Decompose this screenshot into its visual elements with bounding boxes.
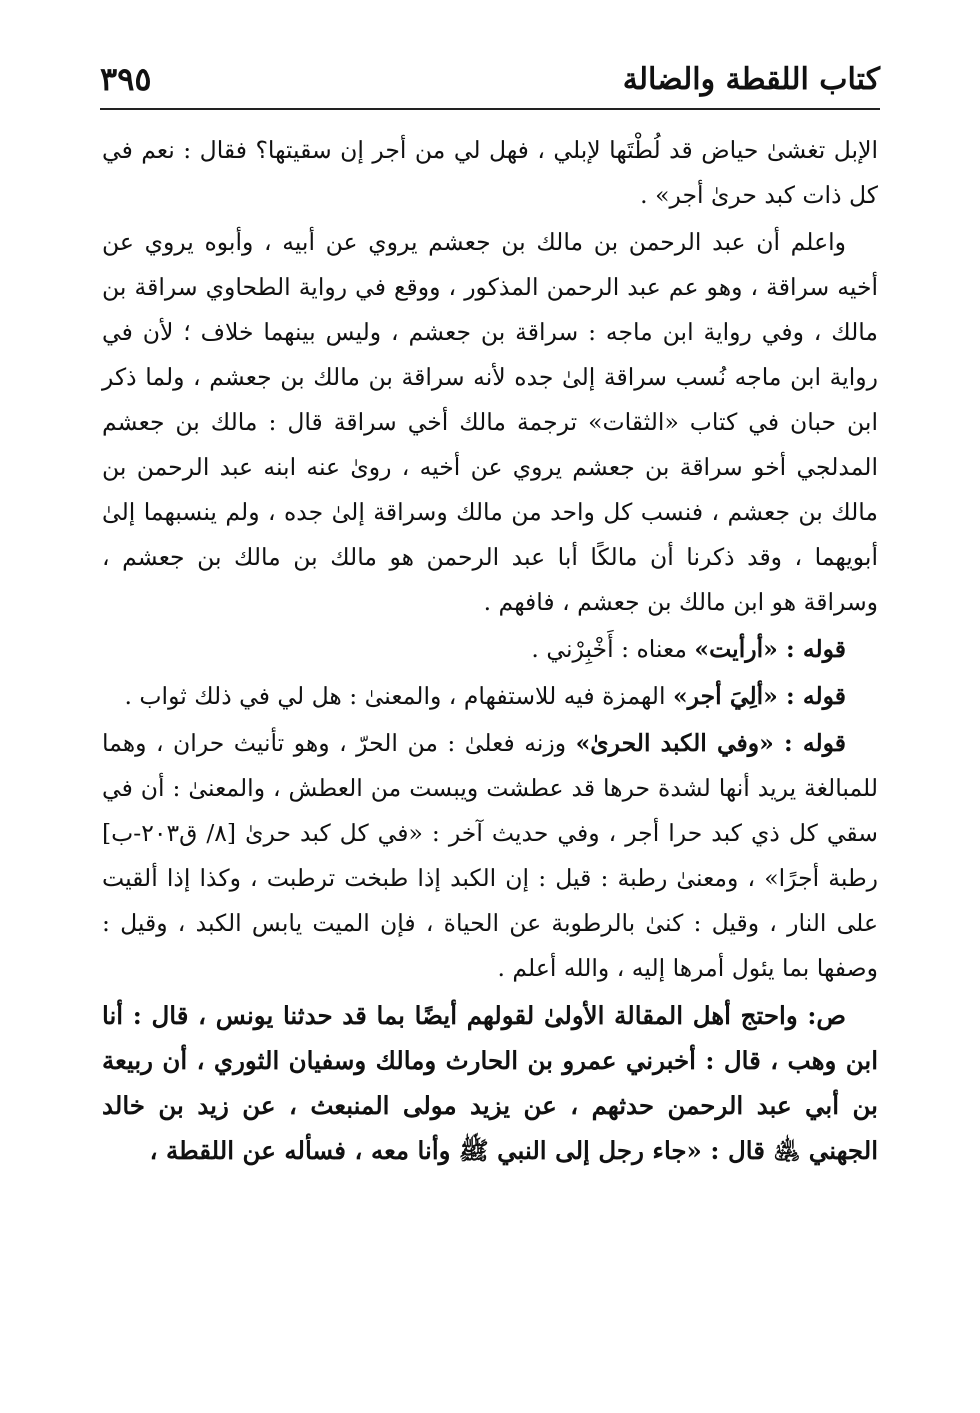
running-title: كتاب اللقطة والضالة [622, 62, 880, 97]
paragraph-text: ص: واحتج أهل المقالة الأولىٰ لقولهم أيضًا بما قد حدثنا يونس ، قال : أنا ابن وهب ، قال : أخبرني عمرو بن الحارث ومالك وسفيان الثوري ، أن ربيعة بن أبي عبد الرحمن حدثهم ، عن يزيد مولى المنبعث ، عن زيد بن خالد الجهني ﵁ قال : «جاء رجل إلى النبي ﷺ وأنا معه ، فسأله عن اللقطة ، [102, 1001, 878, 1165]
paragraph-text: الهمزة فيه للاستفهام ، والمعنىٰ : هل لي في ذلك ثواب . [124, 682, 673, 710]
gloss-lead: قوله : «وفي الكبد الحرىٰ» [575, 729, 847, 757]
paragraph-commentary [102, 220, 878, 625]
paragraph-main-text [102, 993, 878, 1173]
paragraph-text: معناه : أَخْبِرْني . [531, 635, 695, 663]
paragraph-gloss [102, 721, 878, 991]
header-rule [100, 108, 880, 110]
page-header [100, 58, 880, 106]
paragraph-gloss [102, 627, 878, 672]
paragraph-text: واعلم أن عبد الرحمن بن مالك بن جعشم يروي عن أبيه ، وأبوه يروي عن أخيه سراقة ، وهو عم عبد الرحمن المذكور ، ووقع في رواية الطحاوي سراقة بن مالك ، وفي رواية ابن ماجه : سراقة بن جعشم ، وليس بينهما خلاف ؛ لأن في رواية ابن ماجه نُسب سراقة إلىٰ جده لأنه سراقة بن مالك بن جعشم ، ولما ذكر ابن حبان في كتاب «الثقات» ترجمة مالك أخي سراقة قال : مالك بن جعشم المدلجي أخو سراقة بن جعشم يروي عن أخيه ، روىٰ عنه ابنه عبد الرحمن بن مالك بن جعشم ، فنسب كل واحد من مالك وسراقة إلىٰ جده ، ولم ينسبهما إلىٰ أبويهما ، وقد ذكرنا أن مالكًا أبا عبد الرحمن هو مالك بن مالك بن جعشم ، وسراقة هو ابن مالك بن جعشم ، فافهم . [102, 228, 878, 616]
paragraph-gloss [102, 674, 878, 719]
paragraph-text: الإبل تغشىٰ حياض قد لُطْتَها لإبلي ، فهل لي من أجر إن سقيتها؟ فقال : نعم في كل ذات كبد حرىٰ أجر» . [102, 136, 878, 209]
gloss-lead: قوله : «أرأيت» [694, 635, 846, 663]
paragraph-continuation [102, 128, 878, 218]
gloss-lead: قوله : «ألِيَ أجر» [672, 682, 846, 710]
page-body [102, 128, 878, 1173]
page-number: ٣٩٥ [100, 60, 152, 98]
paragraph-text: وزنه فعلىٰ : من الحرّ ، وهو تأنيث حران ، وهما للمبالغة يريد أنها لشدة حرها قد عطشت ويبست من العطش ، والمعنىٰ : أن في سقي كل ذي كبد حرا أجر ، وفي حديث آخر : «في كل كبد حرىٰ [٨/ ق٢٠٣-ب] رطبة أجرًا» ، ومعنىٰ رطبة : قيل : إن الكبد إذا طبخت ترطبت ، وكذا إذا ألقيت على النار ، وقيل : كنىٰ بالرطوبة عن الحياة ، فإن الميت يابس الكبد ، وقيل : وصفها بما يئول أمرها إليه ، والله أعلم . [102, 729, 878, 982]
